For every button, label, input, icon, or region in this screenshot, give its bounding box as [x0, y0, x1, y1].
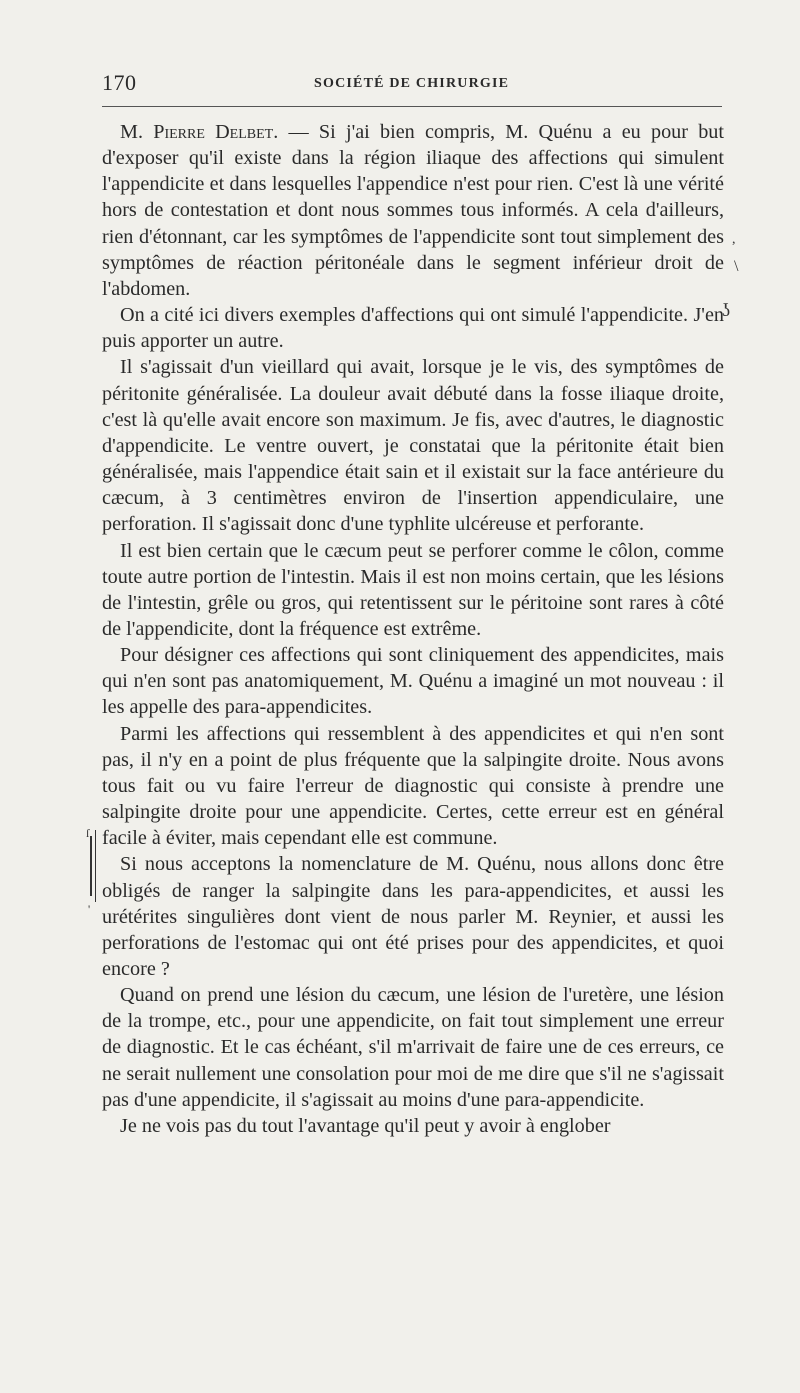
paragraph: Pour désigner ces affections qui sont cliniquement des appendicites, mais qui n'en sont pas anatomiquement, M. Quénu a imaginé un mot nouveau : il les appelle des para-appendicites.	[102, 644, 724, 719]
paragraph	[102, 119, 724, 302]
paragraph: Je ne vois pas du tout l'avantage qu'il peut y avoir à englober	[120, 1114, 611, 1137]
header-rule	[102, 106, 722, 107]
paragraph: Quand on prend une lésion du cæcum, une lésion de l'uretère, une lésion de la trompe, etc., pour une appendicite, on fait tout simplement une erreur de diagnostic. Et le cas échéant, s'il m'arrivait de faire une de ces erreurs, ce ne serait nullement une consolation pour moi de me dire que s'il ne s'agissait pas d'une appendicite, il s'agissait au moins d'une para-appendicite.	[102, 984, 724, 1111]
margin-annotation-bar	[90, 836, 92, 896]
margin-annotation-mark: ſ	[86, 826, 90, 840]
body-text	[102, 119, 724, 1139]
margin-annotation-mark: \	[734, 258, 739, 275]
page-number: 170	[102, 70, 137, 95]
margin-annotation-mark: '	[88, 902, 91, 916]
paragraph: Il est bien certain que le cæcum peut se perforer comme le côlon, comme toute autre portion de l'intestin. Mais il est non moins certain, que les lésions de l'intestin, grêle ou gros, qui retentissent sur le péritoine sont rares à côté de l'appendicite, dont la fréquence est extrême.	[102, 539, 724, 640]
paragraph: Il s'agissait d'un vieillard qui avait, lorsque je le vis, des symptômes de péritonite généralisée. La douleur avait débuté dans la fosse iliaque droite, c'est là qu'elle avait encore son maximum. Je fis, avec d'autres, le diagnostic d'appendicite. Le ventre ouvert, je constatai que la péritonite était bien généralisée, mais l'appendice était sain et il existait sur la face antérieure du cæcum, à 3 centimètres environ de l'insertion appendiculaire, une perforation. Il s'agissait donc d'une typhlite ulcéreuse et perforante.	[102, 356, 724, 536]
paragraph: Si nous acceptons la nomenclature de M. Quénu, nous allons donc être obligés de ranger la salpingite dans les para-appendicites, et aussi les urétérites singulières dont vient de nous parler M. Reynier, et aussi les perforations de l'estomac qui ont été prises pour des appendicites, et quoi encore ?	[102, 853, 724, 980]
page-header	[102, 70, 722, 100]
running-head: SOCIÉTÉ DE CHIRURGIE	[314, 76, 510, 91]
margin-annotation-bar	[95, 830, 96, 902]
margin-annotation-mark: ʖ	[722, 300, 730, 320]
margin-annotation-mark: ,	[732, 232, 736, 247]
speaker-name: M. Pierre Delbet.	[120, 121, 279, 143]
paragraph: Parmi les affections qui ressemblent à des appendicites et qui n'en sont pas, il n'y en a point de plus fréquente que la salpingite droite. Nous avons tous fait ou vu faire l'erreur de diagnostic qui consiste à prendre une salpingite droite pour une appendicite. Certes, cette erreur est en général facile à éviter, mais cependant elle est commune.	[102, 722, 724, 850]
paragraph-text: — Si j'ai bien compris, M. Quénu a eu pour but d'exposer qu'il existe dans la région iliaque des affections qui simulent l'appendicite et dans lesquelles l'appendice n'est pour rien. C'est là une vérité hors de contestation et dont nous sommes tous informés. A cela d'ailleurs, rien d'étonnant, car les symptômes de l'appendicite sont tout simplement des symptômes de réaction péritonéale dans le segment inférieur droit de l'abdomen.	[102, 121, 724, 300]
paragraph: On a cité ici divers exemples d'affections qui ont simulé l'appendicite. J'en puis apporter un autre.	[102, 304, 724, 353]
